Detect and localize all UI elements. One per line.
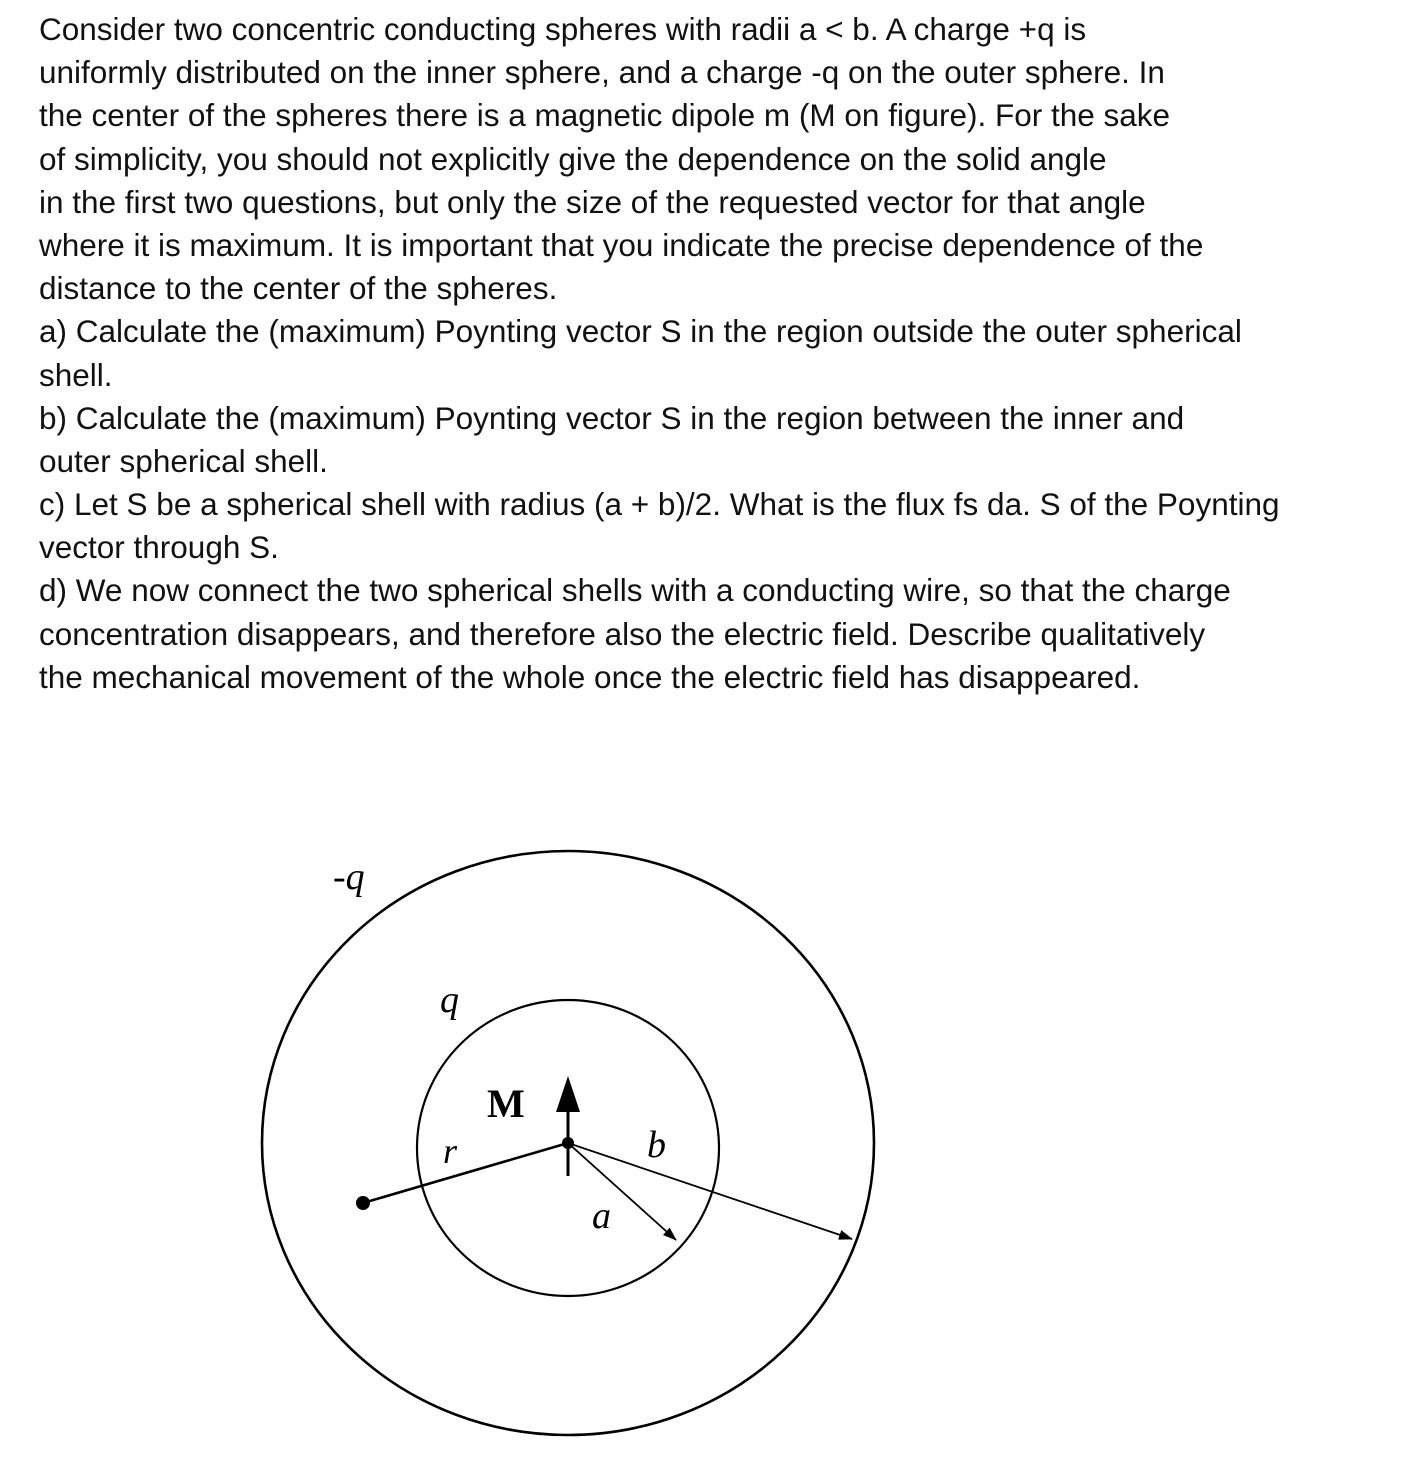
problem-line: Consider two concentric conducting spheres with radii a < b. A charge +q is [39,11,1087,47]
question-d: d) We now connect the two spherical shells with a conducting wire, so that the charge [39,572,1231,609]
dipole-arrow-head [556,1076,580,1112]
problem-line: uniformly distributed on the inner sphere, and a charge -q on the outer sphere. In [39,54,1165,91]
dipole-label: M [487,1081,525,1126]
question-c: c) Let S be a spherical shell with radius (a + b)/2. What is the flux fs da. S of the Poynting [39,486,1280,523]
question-b-cont: outer spherical shell. [39,442,328,479]
radius-a-label: a [592,1195,611,1237]
question-a: a) Calculate the (maximum) Poynting vector S in the region outside the outer spherical [39,313,1242,350]
radius-r-label: r [443,1131,458,1171]
outer-charge-label: -q [333,856,365,898]
question-d-cont: concentration disappears, and therefore also the electric field. Describe qualitatively [39,615,1206,652]
problem-statement [39,8,1414,699]
radius-r-line [363,1143,568,1203]
field-point [356,1196,370,1210]
question-c-cont: vector through S. [39,529,279,566]
problem-line: the center of the spheres there is a magnetic dipole m (M on figure). For the sake [39,97,1171,134]
problem-line: distance to the center of the spheres. [39,270,558,307]
problem-line: in the first two questions, but only the size of the requested vector for that angle [39,183,1146,220]
question-a-cont: shell. [39,356,113,393]
problem-line: of simplicity, you should not explicitly give the dependence on the solid angle [39,140,1107,177]
question-d-cont: the mechanical movement of the whole once the electric field has disappeared. [39,658,1141,695]
radius-b-label: b [647,1124,666,1166]
inner-charge-label: q [440,979,459,1021]
concentric-spheres-figure [240,840,900,1460]
problem-line: where it is maximum. It is important that you indicate the precise dependence of the [39,226,1204,263]
question-b: b) Calculate the (maximum) Poynting vector S in the region between the inner and [39,399,1185,436]
